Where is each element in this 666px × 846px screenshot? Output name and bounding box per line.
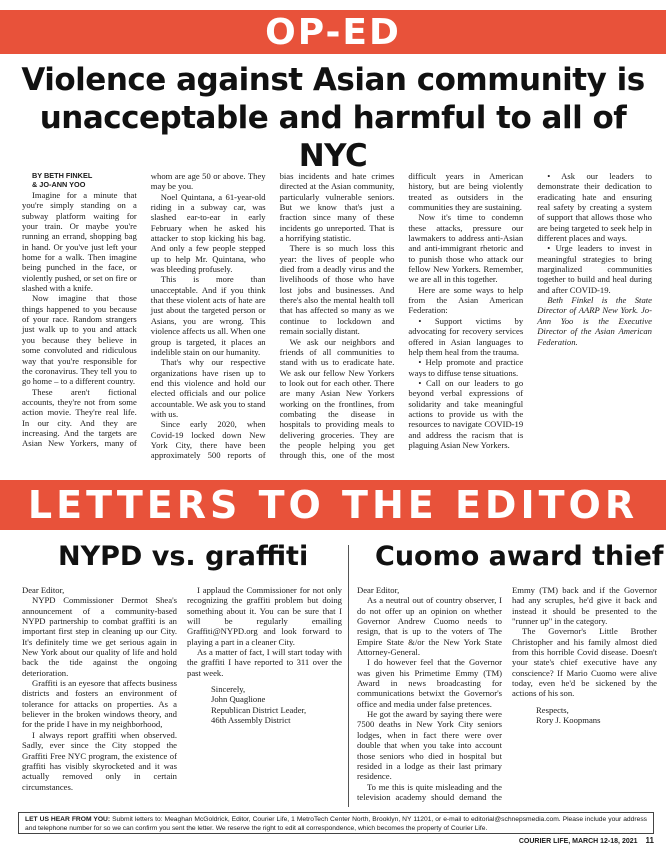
byline-author-2: & JO-ANN YOO (32, 180, 86, 189)
oped-paragraph: These aren't fictional accounts, they're not from some action movie. They're real life. In our city. And they are increasing. And the targets are Asian New Yorkers, many of whom are age 50 or above. They may be you. (22, 171, 266, 449)
oped-headline: Violence against Asian community is unacceptable and harmful to all of NYC (21, 62, 645, 174)
letter-paragraph: To me this is quite misleading and the television academy should demand the Emmy (TM) back and if the Governor had any scruples, he'd give it back and instead it should be presented to the "runner up" in the category. (357, 585, 657, 802)
letter-paragraph: I always report graffiti when observed. Sadly, ever since the City stopped the Graffiti Free NYC program, the existence of graffiti has visibly skyrocketed and it was actually removed only in certain circumstances. (22, 729, 177, 792)
letter-paragraph: He got the award by saying there were 7500 deaths in New York City seniors lodges, when in fact there were over double that when you take into account those seniors who died in hospital but resided in a lodge as their last primary residence. (357, 709, 502, 782)
letter-paragraph: As a neutral out of country observer, I do not offer up an opinion on whether Governor Andrew Cuomo needs to resign, that is up to the voters of The Empire State &/or the New York State Attorney-General. (357, 595, 502, 658)
oped-paragraph: Now imagine that those things happened to you because of your race. Random strangers just walk up to you and attack you because they believe in some convoluted and ridiculous way that you're responsible for the coronavirus. They tell you to go home – to a different country. (22, 293, 137, 387)
letter-paragraph: Graffiti is an eyesore that affects business districts and fosters an environment of tolerance for attacks on properties. As a believer in the broken windows theory, and for the pride I have in my neighborhood, (22, 678, 177, 730)
letter-paragraph: NYPD Commissioner Dermot Shea's announcement of a community-based NYPD partnership to combat graffiti is an important first step in cleaning up our City. It's definitely time we get serious again in New York about our quality of life and hold back the tide against the ongoing deterioration. (22, 595, 177, 678)
folio-publication: COURIER LIFE, MARCH 12-18, 2021 (518, 838, 638, 845)
letter-paragraph: I applaud the Commissioner for not only recognizing the graffiti problem but doing something about it. You can be sure that I will be regularly emailing Graffiti@NYPD.org and look forward to playing a part in a cleaner City. (187, 585, 342, 647)
letter-body-graffiti (22, 585, 342, 807)
oped-paragraph: We ask our neighbors and friends of all communities to stand with us to eradicate hate. We ask our fellow New Yorkers to look out for each other. There are many Asian New Yorkers working on the frontlines, from combating the disease in hospitals to providing meals to delivering groceries. They are the people helping you get through this, one of the most difficult years in American history, but are being violently treated as outsiders in the communities they are sustaining. (279, 171, 524, 461)
oped-paragraph: Now it's time to condemn these attacks, pressure our lawmakers to address anti-Asian and anti-immigrant rhetoric and to punish those who attack our fellow New Yorkers. Remember, we are all in this together. (408, 212, 524, 285)
letter-signature-line: Sincerely, (211, 684, 246, 695)
oped-bullet: • Urge leaders to invest in meaningful strategies to bring marginalized communities together to build and heal during and after COVID-19. (537, 243, 652, 295)
oped-bullet: • Support victims by advocating for recovery services offered in Asian languages to help them heal from the trauma. (408, 315, 524, 357)
submission-lead: LET US HEAR FROM YOU: (25, 816, 111, 823)
letter-paragraph: I do however feel that the Governor was given his Primetime Emmy (TM) Award in news broadcasting for communications betwixt the Governor's office and media under false pretences. (357, 657, 502, 709)
column-divider (348, 545, 349, 807)
oped-bullet: • Ask our leaders to demonstrate their dedication to eradicating hate and ensuring real safety by creating a system of support that allows those who are being targeted to seek help in different places and ways. (537, 171, 652, 244)
oped-paragraph: Here are some ways to help from the Asian American Federation: (408, 284, 524, 316)
letter-signature-line: 46th Assembly District (211, 715, 291, 726)
letters-banner: LETTERS TO THE EDITOR (0, 480, 666, 530)
letter-salutation: Dear Editor, (357, 585, 400, 595)
oped-paragraph: Since early 2020, when Covid-19 locked down New York City, there have been approximately 500 reports of bias incidents and hate crimes directed at the Asian community, particularly vulnerable seniors. But we know that's just a fraction since many of these incidents go unreported. That is a horrifying statistic. (150, 171, 395, 461)
byline-author-1: BY BETH FINKEL (32, 171, 93, 180)
letter-headline-cuomo: Cuomo award thief (375, 541, 664, 572)
letter-signature-line: Respects, (536, 704, 569, 715)
page-number: 11 (645, 836, 654, 845)
letter-paragraph: The Governor's Little Brother Christopher and his family almost died from this horrible Covid disease. Doesn't your state's chief executive have any conscience? If Mario Cuomo were alive today, even he'd be sickened by the actions of his son. (512, 626, 657, 699)
author-bio: Beth Finkel is the State Director of AARP New York. Jo-Ann Yoo is the Executive Director of the Asian American Federation. (537, 295, 652, 347)
oped-article-body (22, 171, 652, 467)
letter-signature-name: Rory J. Koopmans (536, 715, 601, 726)
letter-salutation: Dear Editor, (22, 585, 65, 595)
oped-banner: OP-ED (0, 10, 666, 54)
oped-paragraph: This is more than unacceptable. And if you think that these violent acts of hate are just about the targeted person or Asians, you are wrong. This violence affects us all. When one group is targeted, it places an indelible stain on our humanity. (150, 274, 266, 357)
oped-paragraph: Imagine for a minute that you're simply standing on a subway platform waiting for your train. Or maybe you're running an errand, shopping bag in hand. Or you've just left your home for a walk. Then imagine being punched in the face, or violently pushed, or set on fire or slashed with a knife. (22, 190, 137, 294)
letter-signature-line: Republican District Leader, (211, 704, 307, 715)
submission-info-box (18, 812, 654, 834)
submission-text: Submit letters to: Meaghan McGoldrick, Editor, Courier Life, 1 MetroTech Center North, Brooklyn, NY 11201, or e-mail to editorial@schnepsmedia.com. Please include your address and telephone number for so we can confirm you sent the letter. We reserve the right to edit all correspondence, which becomes the property of Courier Life. (25, 816, 648, 832)
letter-body-cuomo (357, 585, 657, 807)
letter-headline-graffiti: NYPD vs. graffiti (58, 541, 309, 572)
oped-bullet: • Help promote and practice ways to diffuse tense situations. (408, 357, 524, 378)
oped-paragraph: There is so much loss this year: the lives of people who died from a deadly virus and the livelihoods of those who have lost jobs and businesses. And there's also the mental health toll that has affected so many as we continue to lockdown and remain socially distant. (279, 243, 395, 337)
letter-paragraph: As a matter of fact, I will start today with the graffiti I have reported to 311 over the past week. (187, 647, 342, 678)
oped-paragraph: Noel Quintana, a 61-year-old riding in a subway car, was slashed ear-to-ear in early February when he asked his attacker to stop kicking his bag. And only a few people stepped up to help Mr. Quintana, who was bleeding profusely. (150, 191, 266, 275)
oped-paragraph: That's why our respective organizations have risen up to end this violence and hold our elected officials and our police accountable. We ask you to stand with us. (150, 357, 266, 419)
oped-bullet: • Call on our leaders to go beyond verbal expressions of solidarity and take meaningful actions to provide us with the resources to navigate COVID-19 and address the racism that is plaguing Asian New Yorkers. (408, 377, 524, 450)
page-folio (519, 836, 654, 845)
letter-signature-name: John Quaglione (211, 694, 266, 705)
